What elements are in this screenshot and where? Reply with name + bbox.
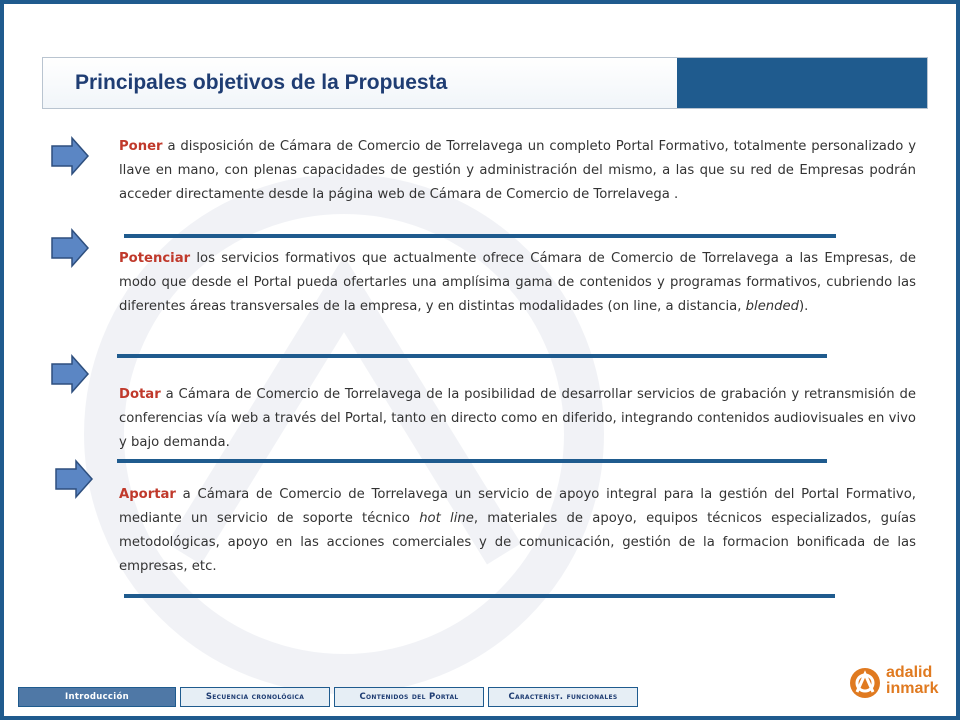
objective-text: a Cámara de Comercio de Torrelavega un servicio de apoyo integral para la gestión del Portal Formativo, mediante un servicio de soporte técnico [119, 487, 916, 526]
objective-keyword: Poner [119, 139, 163, 154]
tab-caracteristicas-funcionales[interactable]: Característ. funcionales [488, 687, 638, 707]
title-bar-accent [677, 58, 927, 108]
logo-mark-icon [848, 666, 882, 700]
objective-item-2 [119, 247, 916, 319]
arrow-right-icon [50, 228, 90, 268]
logo-line1: adalid [886, 664, 933, 681]
objective-text: a Cámara de Comercio de Torrelavega de la posibilidad de desarrollar servicios de grabación y retransmisión de conferencias vía web a través del Portal, tanto en directo como en diferido, integrando contenidos audiovisuales en vivo y bajo demanda. [119, 387, 916, 450]
tab-contenidos-portal[interactable]: Contenidos del Portal [334, 687, 484, 707]
arrow-right-icon [50, 354, 90, 394]
arrow-right-icon [50, 136, 90, 176]
tab-introduccion[interactable]: Introducción [18, 687, 176, 707]
objective-italic: hot line [419, 511, 474, 526]
objective-text: los servicios formativos que actualmente ofrece Cámara de Comercio de Torrelavega a las Empresas, de modo que desde el Portal pueda ofertarles una amplísima gama de contenidos y programas formativos, cubriendo las diferentes áreas transversales de la empresa, y en distintas modalidades (on line, a distancia, [119, 251, 916, 314]
divider [124, 234, 836, 238]
adalid-inmark-logo [844, 662, 944, 704]
divider [117, 459, 827, 463]
tab-secuencia-cronologica[interactable]: Secuencia cronológica [180, 687, 330, 707]
objective-item-4 [119, 483, 916, 579]
objective-item-1 [119, 135, 916, 207]
objective-italic: blended [745, 299, 800, 314]
divider [124, 594, 835, 598]
objective-item-3 [119, 383, 916, 455]
divider [117, 354, 827, 358]
footer-nav [18, 687, 638, 707]
page-title: Principales objetivos de la Propuesta [75, 71, 448, 94]
objective-text-tail: ). [799, 299, 809, 314]
arrow-right-icon [54, 459, 94, 499]
objective-text: a disposición de Cámara de Comercio de Torrelavega un completo Portal Formativo, totalmente personalizado y llave en mano, con plenas capacidades de gestión y administración del mismo, a las que su red de Empresas podrán acceder directamente desde la página web de Cámara de Comercio de Torrelavega . [119, 139, 916, 202]
objective-keyword: Dotar [119, 387, 161, 402]
logo-line2: inmark [886, 680, 939, 697]
objective-keyword: Potenciar [119, 251, 191, 266]
objective-text-tail: , materiales de apoyo, equipos técnicos especializados, guías metodológicas, apoyo en las acciones comerciales y de comunicación, gestión de la formacion bonificada de las empresas, etc. [119, 511, 916, 574]
title-bar [42, 57, 928, 109]
objective-keyword: Aportar [119, 487, 176, 502]
